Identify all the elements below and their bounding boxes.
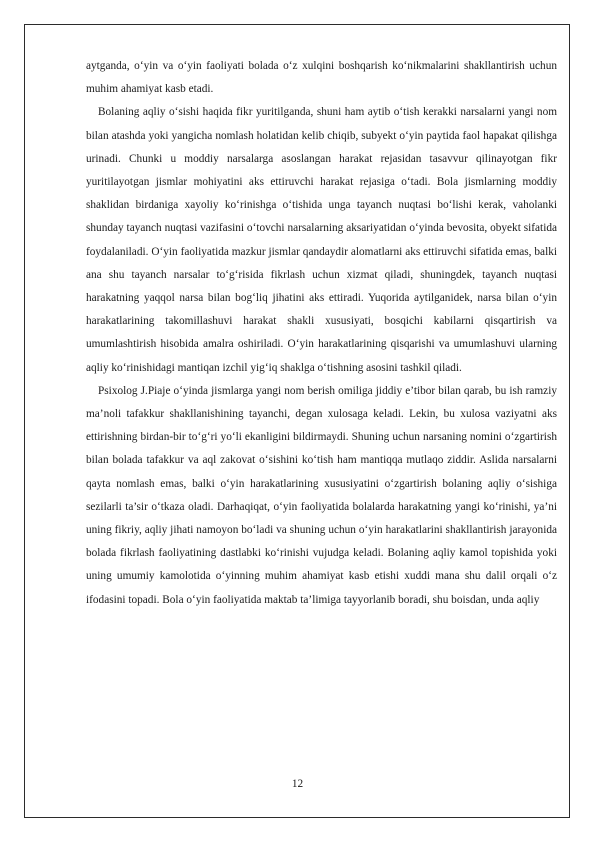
paragraph-continuation: aytganda, o‘yin va o‘yin faoliyati bolada o‘z xulqini boshqarish ko‘nikmalarini shakllantirish uchun muhim ahamiyat kasb etadi. (86, 60, 557, 96)
paragraph-mental-development: Bolaning aqliy o‘sishi haqida fikr yuritilganda, shuni ham aytib o‘tish kerakki narsalarni yangi nom bilan atashda yoki yangicha nomlash holatidan kelib chiqib, subyekt o‘yin paytida faol hapakat qilishga urinadi. Chunki u moddiy narsalarga asoslangan harakat rejasidan tasavvur qilinayotgan fikr yuritilayotgan jismlar mohiyatini aks ettiruvchi harakat rejasiga o‘tadi. Bola jismlarning moddiy shaklidan birdaniga xayoliy ko‘rinishga o‘tishida unga tayanch nuqtasi bo‘lishi kerak, vaholanki shunday tayanch nuqtasi vazifasini o‘tovchi narsalarning aksariyatidan o‘yinda bevosita, obyekt sifatida foydalaniladi. O‘yin faoliyatida mazkur jismlar qandaydir alomatlarni aks ettiruvchi sifatida emas, balki ana shu tayanch narsalar to‘g‘risida fikrlash uchun xizmat qiladi, shuningdek, tayanch nuqtasi harakatning yaqqol narsa bilan bog‘liq jihatini aks ettiradi. Yuqorida aytilganidek, narsa bilan o‘yin harakatlarining takomillashuvi harakat shakli xususiyati, bosqichi kabilarni qisqartirish va umumlashtirish hisobida amalra oshiriladi. O‘yin harakatlarining qisqarishi va umumlashuvi ularning aqliy ko‘rinishidagi mantiqan izchil yig‘iq shaklga o‘tishning asosini tashkil qiladi. (86, 106, 557, 374)
paragraph-piaget: Psixolog J.Piaje o‘yinda jismlarga yangi nom berish omiliga jiddiy e’tibor bilan qarab, bu ish ramziy ma’noli tafakkur shakllanishining tayanchi, degan xulosaga keladi. Lekin, bu xulosa vaziyatni aks ettirishning birdan-bir to‘g‘ri yo‘li ekanligini bildirmaydi. Shuning uchun narsaning nomini o‘zgartirish bilan bolada tafakkur va aql zakovat o‘sishini ko‘tish ham mantiqqa mutlaqo ziddir. Aslida narsalarni qayta nomlash emas, balki o‘yin harakatlarining xususiyatini o‘zgartirish bolaning aqliy o‘sishiga sezilarli ta’sir o‘tkaza oladi. Darhaqiqat, o‘yin faoliyatida bolalarda harakatning yangi ko‘rinishi, ya’ni uning fikriy, aqliy jihati namoyon bo‘ladi va shuning uchun o‘yin harakatlarini shakllantirish jarayonida bolada fikrlash faoliyatining dastlabki ko‘rinishi vujudga keladi. Bolaning aqliy kamol topishida yoki uning umumiy kamolotida o‘yinning muhim ahamiyat kasb etishi xuddi mana shu dalil orqali o‘z ifodasini topadi. Bola o‘yin faoliyatida maktab ta’limiga tayyorlanib boradi, shu boisdan, unda aqliy (86, 384, 557, 606)
page-number: 12 (291, 778, 304, 790)
document-body (86, 55, 557, 612)
